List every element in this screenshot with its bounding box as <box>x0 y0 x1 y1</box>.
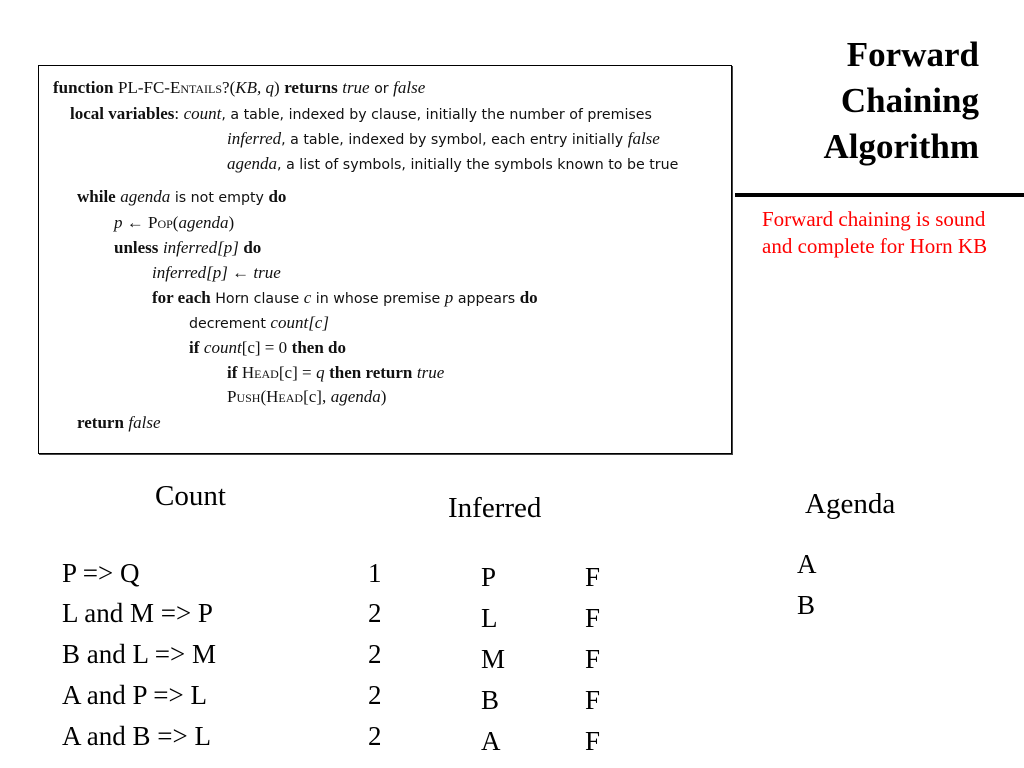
index-p: [p] <box>206 263 228 282</box>
algo-line-3 <box>227 129 660 149</box>
agenda-desc: , a list of symbols, initially the symbols known to be true <box>277 157 679 173</box>
var-p: p <box>444 288 454 307</box>
keyword-function: function <box>53 78 114 97</box>
var-inferred: inferred <box>152 263 207 282</box>
algo-line-5 <box>77 187 286 207</box>
function-name-smallcaps: Entails <box>169 78 223 97</box>
slide-title <box>719 32 979 170</box>
algo-line-13 <box>227 387 386 407</box>
var-count: count <box>183 104 222 123</box>
algo-line-11 <box>189 338 346 358</box>
var-c: c <box>303 288 312 307</box>
keyword-returns: returns <box>284 78 338 97</box>
fn-pop: Pop <box>148 213 173 232</box>
paren-open: ( <box>260 387 267 406</box>
fn-head: Head <box>241 363 279 382</box>
keyword-while: while <box>77 187 116 206</box>
function-open: ?( <box>222 78 236 97</box>
keyword-do: do <box>519 288 538 307</box>
var-q: q <box>316 363 325 382</box>
function-close: ) <box>274 78 280 97</box>
algo-line-12 <box>227 363 444 383</box>
var-count: count <box>203 338 242 357</box>
while-condition: is not empty <box>174 190 264 206</box>
keyword-then-return: then return <box>329 363 413 382</box>
var-agenda: agenda <box>178 213 229 232</box>
algo-line-10 <box>189 313 329 333</box>
value-true: true <box>416 363 445 382</box>
assign-arrow: ← <box>227 263 254 282</box>
algo-line-6 <box>114 213 234 233</box>
index-p: [p] <box>217 238 239 257</box>
agenda-item: A <box>797 549 817 579</box>
fn-head: Head <box>266 387 304 406</box>
colon: : <box>174 104 180 123</box>
algo-line-9 <box>152 288 538 308</box>
algo-line-8 <box>152 263 281 283</box>
inferred-value: F <box>585 562 601 592</box>
fn-push: Push <box>227 387 261 406</box>
count-zero-test: [c] = 0 <box>241 338 288 357</box>
horn-clause-text: Horn clause <box>215 291 300 307</box>
algo-line-4 <box>227 154 678 174</box>
title-line-2: Chaining <box>840 81 979 120</box>
algo-line-7 <box>114 238 261 258</box>
index-c: [c] <box>308 313 329 332</box>
symbol: M <box>481 644 506 674</box>
soundness-note: Forward chaining is sound and complete for Horn KB <box>762 207 988 258</box>
keyword-do: do <box>243 238 262 257</box>
inferred-value: F <box>585 644 601 674</box>
value-false: false <box>627 129 660 148</box>
paren-close: ) <box>228 213 235 232</box>
algo-line-1 <box>53 78 425 98</box>
clause-count: 1 <box>368 558 382 588</box>
var-count: count <box>270 313 309 332</box>
agenda-item: B <box>797 590 816 620</box>
algo-line-14 <box>77 413 161 433</box>
title-line-3: Algorithm <box>823 127 979 166</box>
inferred-desc: , a table, indexed by symbol, each entry initially <box>281 132 624 148</box>
clause-count: 2 <box>368 721 382 751</box>
agenda-header: Agenda <box>805 488 896 520</box>
head-test: [c] = <box>278 363 312 382</box>
algo-line-2 <box>70 104 652 124</box>
premise-text: in whose premise <box>315 291 441 307</box>
clause: P => Q <box>62 558 140 588</box>
function-args: KB, q <box>235 78 274 97</box>
var-inferred: inferred <box>162 238 218 257</box>
decrement-text: decrement <box>189 316 266 332</box>
keyword-return: return <box>77 413 124 432</box>
keyword-if: if <box>189 338 200 357</box>
symbol: L <box>481 603 498 633</box>
keyword-if: if <box>227 363 238 382</box>
inferred-value: F <box>585 603 601 633</box>
clause: B and L => M <box>62 639 216 669</box>
keyword-unless: unless <box>114 238 159 257</box>
title-line-1: Forward <box>846 35 979 74</box>
value-false: false <box>393 78 426 97</box>
var-agenda: agenda <box>120 187 171 206</box>
paren-close: ) <box>380 387 387 406</box>
paren-open: ( <box>172 213 179 232</box>
var-agenda: agenda <box>227 154 278 173</box>
clause-count: 2 <box>368 680 382 710</box>
algorithm-box <box>38 65 732 454</box>
clause-count: 2 <box>368 639 382 669</box>
var-p: p <box>114 213 123 232</box>
assign-arrow: ← <box>122 213 148 232</box>
value-true: true <box>253 263 281 282</box>
title-divider <box>735 193 1024 197</box>
count-desc: , a table, indexed by clause, initially the number of premises <box>221 107 652 123</box>
var-inferred: inferred <box>227 129 282 148</box>
function-name: PL-FC- <box>117 78 170 97</box>
keyword-for-each: for each <box>152 288 211 307</box>
inferred-value: F <box>585 685 601 715</box>
clause: L and M => P <box>62 598 213 628</box>
symbol: P <box>481 562 497 592</box>
word-or: or <box>374 81 389 97</box>
symbol: A <box>481 726 501 756</box>
value-true: true <box>342 78 370 97</box>
clause: A and P => L <box>62 680 207 710</box>
var-agenda: agenda <box>330 387 381 406</box>
inferred-value: F <box>585 726 601 756</box>
inferred-header: Inferred <box>448 492 542 524</box>
keyword-do: do <box>268 187 287 206</box>
index-c: [c], <box>303 387 327 406</box>
symbol: B <box>481 685 500 715</box>
clause-count: 2 <box>368 598 382 628</box>
clause: A and B => L <box>62 721 211 751</box>
count-header: Count <box>155 480 226 512</box>
keyword-then-do: then do <box>291 338 346 357</box>
keyword-local-variables: local variables <box>70 104 175 123</box>
appears-text: appears <box>457 291 516 307</box>
value-false: false <box>128 413 161 432</box>
